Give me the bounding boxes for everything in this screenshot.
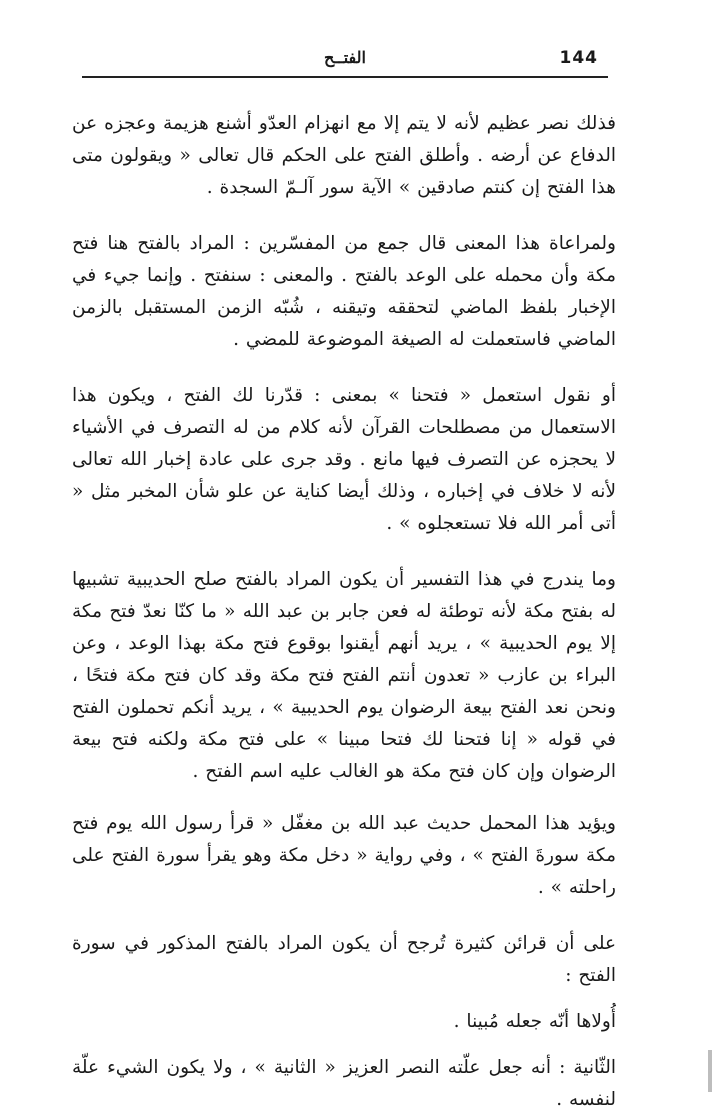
- page-number: 144: [559, 48, 598, 68]
- body-text: [72, 108, 616, 1116]
- paragraph-5: ويؤيد هذا المحمل حديث عبد الله بن مغفّل « قرأ رسول الله يوم فتح مكة سورةَ الفتح » ، وفي رواية « دخل مكة وهو يقرأ سورة الفتح على راحلته » .: [72, 813, 616, 898]
- page-edge-shadow: [708, 1050, 712, 1092]
- running-title: الفتــح: [324, 48, 366, 67]
- header-divider: [82, 76, 608, 78]
- paragraph-1: فذلك نصر عظيم لأنه لا يتم إلا مع انهزام العدّو أشنع هزيمة وعجزه عن الدفاع عن أرضه . وأطلق الفتح على الحكم قال تعالى « ويقولون متى هذا الفتح إن كنتم صادقين » الآية سور آلـمّ السجدة .: [72, 113, 616, 198]
- paragraph-8: الثّانية : أنه جعل علّته النصر العزيز « الثانية » ، ولا يكون الشيء علّة لنفسه .: [72, 1057, 616, 1110]
- page-header: [82, 44, 608, 78]
- paragraph-3: أو نقول استعمل « فتحنا » بمعنى : قدّرنا لك الفتح ، ويكون هذا الاستعمال من مصطلحات القرآن لأنه كلام من له التصرف في الأشياء لا يحجزه عن التصرف فيها مانع . وقد جرى على عادة إخبار الله تعالى لأنه لا خلاف في إخباره ، وذلك أيضا كناية عن علو شأن المخبر مثل « أتى أمر الله فلا تستعجلوه » .: [72, 385, 616, 534]
- paragraph-4: وما يندرج في هذا التفسير أن يكون المراد بالفتح صلح الحديبية تشبيها له بفتح مكة لأنه توطئة له فعن جابر بن عبد الله « ما كنّا نعدّ فتح مكة إلا يوم الحديبية » ، يريد أنهم أيقنوا بوقوع فتح مكة بهذا الوعد ، وعن البراء بن عازب « تعدون أنتم الفتح فتح مكة وقد كان فتح مكة فتحًا ، ونحن نعد الفتح بيعة الرضوان يوم الحديبية » ، يريد أنكم تحملون الفتح في قوله « إنا فتحنا لك فتحا مبينا » على فتح مكة ولكنه فتح بيعة الرضوان وإن كان فتح مكة هو الغالب عليه اسم الفتح .: [72, 569, 616, 782]
- paragraph-2: ولمراعاة هذا المعنى قال جمع من المفسّرين : المراد بالفتح هنا فتح مكة وأن محمله على الوعد بالفتح . والمعنى : سنفتح . وإنما جيء في الإخبار بلفظ الماضي لتحققه وتيقنه ، شُبّه الزمن المستقبل بالزمن الماضي فاستعملت له الصيغة الموضوعة للمضي .: [72, 233, 616, 350]
- paragraph-6: على أن قرائن كثيرة تُرجح أن يكون المراد بالفتح المذكور في سورة الفتح :: [72, 933, 616, 986]
- paragraph-7: أُولاها أنّه جعله مُبينا .: [453, 1011, 616, 1032]
